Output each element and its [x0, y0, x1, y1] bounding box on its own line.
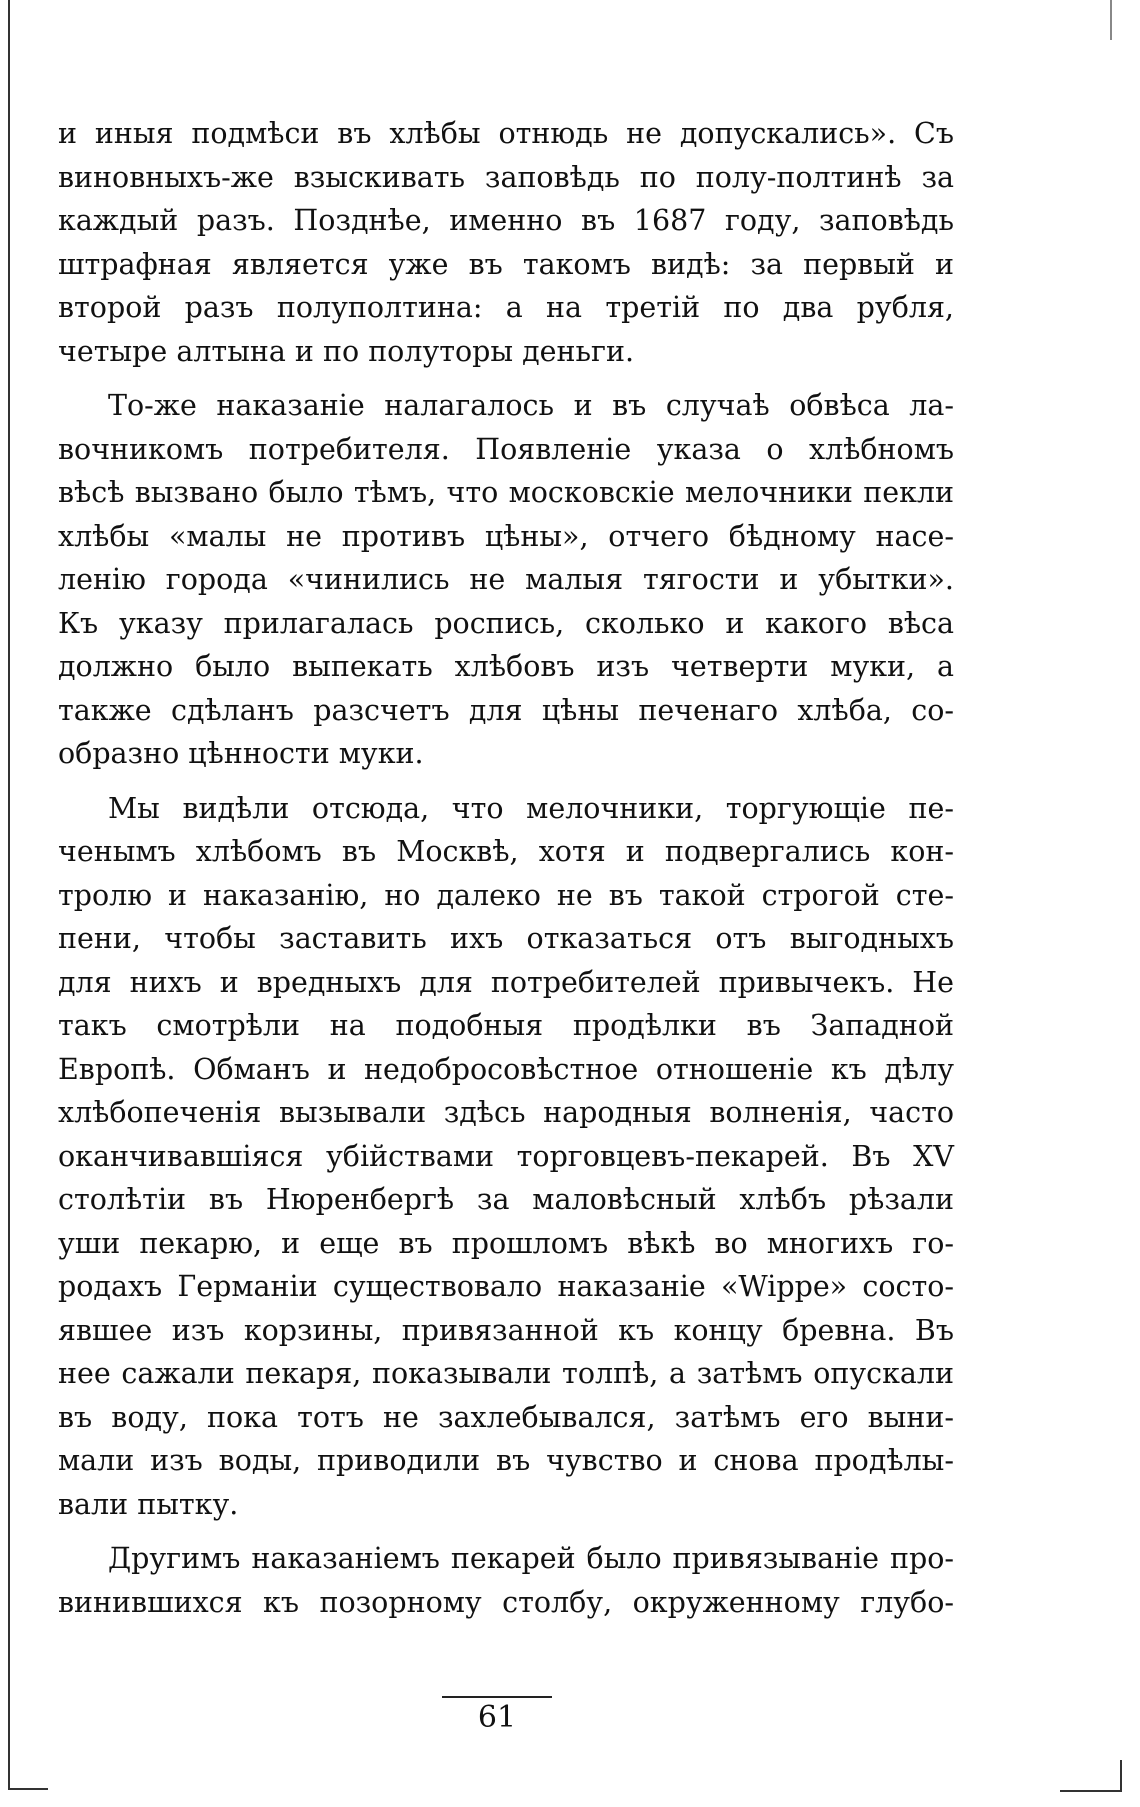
page-number: 61	[477, 1700, 517, 1735]
page-bottom-right-corner	[1060, 1760, 1122, 1792]
text-line: также сдѣланъ разсчетъ для цѣны печенаго хлѣба, со-	[58, 693, 954, 727]
paragraph-4	[58, 1537, 954, 1624]
text-line: пени, чтобы заставить ихъ отказаться отъ выгодныхъ	[58, 922, 954, 955]
text-line: образно цѣнности муки.	[58, 737, 424, 770]
text-line: хлѣбопеченія вызывали здѣсь народныя волненія, часто	[58, 1096, 954, 1129]
text-line: и иныя подмѣси въ хлѣбы отнюдь не допускались». Съ	[58, 117, 954, 150]
text-line: хлѣбы «малы не противъ цѣны», отчего бѣдному насе-	[58, 519, 954, 553]
text-line: виновныхъ-же взыскивать заповѣдь по полу-полтинѣ за	[58, 160, 954, 194]
text-line: столѣтіи въ Нюренбергѣ за маловѣсный хлѣбъ рѣзали	[58, 1183, 954, 1216]
text-line: штрафная является уже въ такомъ видѣ: за первый и	[58, 247, 954, 281]
text-line: вали пытку.	[58, 1487, 239, 1521]
text-line: Мы видѣли отсюда, что мелочники, торгующіе пе-	[108, 791, 954, 825]
text-line: уши пекарю, и еще въ прошломъ вѣкѣ во многихъ го-	[58, 1226, 954, 1260]
paragraph-1	[58, 112, 954, 373]
page-top-right-mark	[1110, 0, 1112, 40]
text-line: второй разъ полуполтина: а на третій по два рубля,	[58, 291, 954, 324]
paragraph-3	[58, 787, 954, 1527]
text-line: мали изъ воды, приводили въ чувство и снова продѣлы-	[58, 1444, 954, 1477]
text-line: должно было выпекать хлѣбовъ изъ четверти муки, а	[58, 650, 954, 683]
page-left-border	[8, 0, 10, 1790]
text-line: оканчивавшіяся убійствами торговцевъ-пекарей. Въ XV	[58, 1139, 954, 1173]
text-line: вѣсѣ вызвано было тѣмъ, что московскіе мелочники пекли	[58, 476, 954, 509]
text-line: Европѣ. Обманъ и недобросовѣстное отношеніе къ дѣлу	[58, 1052, 954, 1086]
text-line: ленію города «чинились не малыя тягости и убытки».	[58, 563, 954, 596]
text-line: четыре алтына и по полуторы деньги.	[58, 334, 635, 368]
text-line: въ воду, пока тотъ не захлебывался, затѣмъ его выни-	[58, 1400, 954, 1434]
text-line: для нихъ и вредныхъ для потребителей привычекъ. Не	[58, 965, 954, 999]
paragraph-2	[58, 384, 954, 776]
body-text	[58, 112, 954, 1635]
text-line: такъ смотрѣли на подобныя продѣлки въ Западной	[58, 1009, 954, 1042]
text-line: родахъ Германіи существовало наказаніе «Wippe» состо-	[58, 1270, 954, 1303]
footer-rule	[442, 1696, 552, 1698]
text-line: каждый разъ. Позднѣе, именно въ 1687 году, заповѣдь	[58, 204, 954, 237]
text-line: То-же наказаніе налагалось и въ случаѣ обвѣса ла-	[108, 389, 954, 422]
text-line: ченымъ хлѣбомъ въ Москвѣ, хотя и подвергались кон-	[58, 835, 954, 868]
page-bottom-left-border	[8, 1788, 48, 1790]
text-line: Къ указу прилагалась роспись, сколько и какого вѣса	[58, 606, 954, 640]
text-line: Другимъ наказаніемъ пекарей было привязываніе про-	[108, 1542, 954, 1575]
text-line: нее сажали пекаря, показывали толпѣ, а затѣмъ опускали	[58, 1357, 954, 1390]
text-line: вочникомъ потребителя. Появленіе указа о хлѣбномъ	[58, 432, 954, 466]
text-line: явшее изъ корзины, привязанной къ концу бревна. Въ	[58, 1313, 954, 1347]
text-line: винившихся къ позорному столбу, окруженному глубо-	[58, 1585, 954, 1619]
text-line: тролю и наказанію, но далеко не въ такой строгой сте-	[58, 878, 954, 912]
